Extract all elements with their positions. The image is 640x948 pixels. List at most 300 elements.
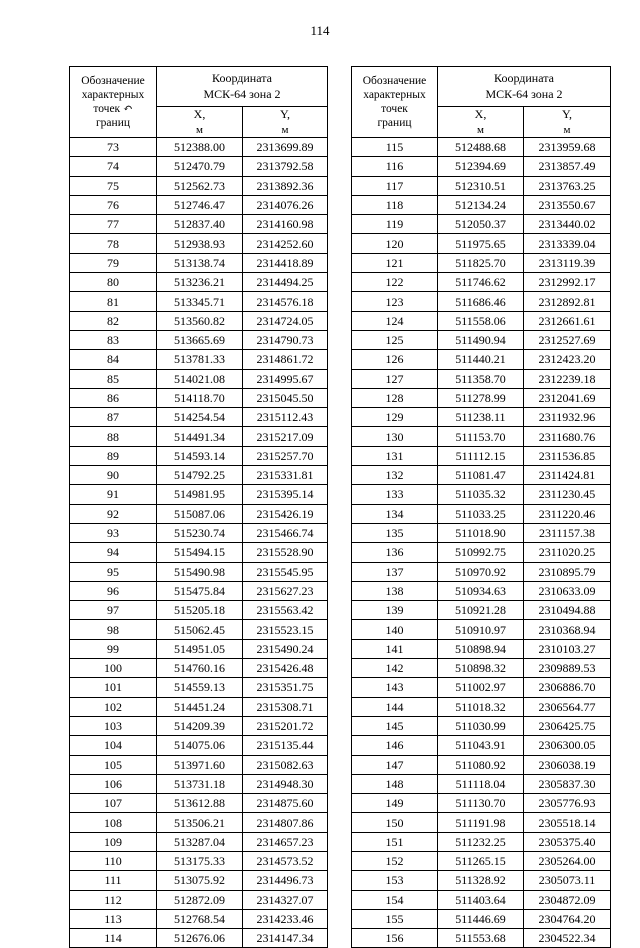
x-coordinate-cell: 514981.95 [157,485,243,504]
y-coordinate-cell: 2313763.25 [524,176,611,195]
point-number-cell: 95 [70,562,157,581]
table-row [352,330,611,349]
table-row [70,311,328,330]
point-number-cell: 105 [70,755,157,774]
point-number-cell: 82 [70,311,157,330]
y-coordinate-cell: 2312661.61 [524,311,611,330]
point-number-cell: 140 [352,620,438,639]
point-number-cell: 133 [352,485,438,504]
table-row [70,330,328,349]
x-coordinate-cell: 510898.32 [438,659,524,678]
y-coordinate-cell: 2311157.38 [524,523,611,542]
header-y-label: Y, [561,107,573,122]
point-number-cell: 135 [352,523,438,542]
x-coordinate-cell: 513345.71 [157,292,243,311]
header-coordinate-line: МСК-64 зона 2 [485,86,563,101]
table-row [352,639,611,658]
point-number-cell: 81 [70,292,157,311]
point-number-cell: 110 [70,851,157,870]
x-coordinate-cell: 511265.15 [438,851,524,870]
table-row [70,774,328,793]
header-designation-line: границ [95,117,131,130]
y-coordinate-cell: 2313699.89 [243,138,328,157]
point-number-cell: 132 [352,466,438,485]
table-row [352,388,611,407]
point-number-cell: 141 [352,639,438,658]
table-row [70,736,328,755]
y-coordinate-cell: 2314233.46 [243,909,328,928]
header-coordinate [157,67,328,107]
x-coordinate-cell: 511043.91 [438,736,524,755]
y-coordinate-cell: 2314252.60 [243,234,328,253]
y-coordinate-cell: 2305264.00 [524,851,611,870]
header-coordinate-line: МСК-64 зона 2 [203,86,281,101]
y-coordinate-cell: 2312992.17 [524,273,611,292]
y-coordinate-cell: 2315217.09 [243,427,328,446]
table-row [352,350,611,369]
table-row [70,485,328,504]
y-coordinate-cell: 2314147.34 [243,929,328,948]
x-coordinate-cell: 514451.24 [157,697,243,716]
table-row [70,408,328,427]
x-coordinate-cell: 515062.45 [157,620,243,639]
point-number-cell: 119 [352,215,438,234]
y-coordinate-cell: 2311536.85 [524,446,611,465]
header-y [243,107,328,138]
y-coordinate-cell: 2315395.14 [243,485,328,504]
header-coordinate-line: Координата [212,70,272,85]
table-row [352,832,611,851]
x-coordinate-cell: 511278.99 [438,388,524,407]
header-coordinate-line: Координата [494,70,554,85]
x-coordinate-cell: 514491.34 [157,427,243,446]
point-number-cell: 73 [70,138,157,157]
table-row [352,678,611,697]
table-row [352,813,611,832]
point-number-cell: 79 [70,253,157,272]
y-coordinate-cell: 2313892.36 [243,176,328,195]
point-number-cell: 88 [70,427,157,446]
x-coordinate-cell: 514254.54 [157,408,243,427]
header-designation-line: характерных [81,88,145,101]
y-coordinate-cell: 2306886.70 [524,678,611,697]
point-number-cell: 114 [70,929,157,948]
y-coordinate-cell: 2315545.95 [243,562,328,581]
header-x [157,107,243,138]
point-number-cell: 128 [352,388,438,407]
x-coordinate-cell: 511002.97 [438,678,524,697]
table-row [352,620,611,639]
point-number-cell: 77 [70,215,157,234]
x-coordinate-cell: 511191.98 [438,813,524,832]
table-row [70,157,328,176]
y-coordinate-cell: 2314418.89 [243,253,328,272]
table-row [352,408,611,427]
point-number-cell: 112 [70,890,157,909]
y-coordinate-cell: 2314076.26 [243,195,328,214]
table-row [70,794,328,813]
x-coordinate-cell: 513287.04 [157,832,243,851]
point-number-cell: 89 [70,446,157,465]
y-coordinate-cell: 2306038.19 [524,755,611,774]
point-number-cell: 151 [352,832,438,851]
x-coordinate-cell: 514792.25 [157,466,243,485]
table-row [70,909,328,928]
x-coordinate-cell: 514075.06 [157,736,243,755]
point-number-cell: 92 [70,504,157,523]
y-coordinate-cell: 2309889.53 [524,659,611,678]
point-number-cell: 83 [70,330,157,349]
x-coordinate-cell: 513075.92 [157,871,243,890]
x-coordinate-cell: 513971.60 [157,755,243,774]
point-number-cell: 144 [352,697,438,716]
x-coordinate-cell: 513612.88 [157,794,243,813]
point-number-cell: 125 [352,330,438,349]
x-coordinate-cell: 510992.75 [438,543,524,562]
y-coordinate-cell: 2304764.20 [524,909,611,928]
table-row [70,581,328,600]
x-coordinate-cell: 512470.79 [157,157,243,176]
x-coordinate-cell: 512394.69 [438,157,524,176]
point-number-cell: 118 [352,195,438,214]
x-coordinate-cell: 512310.51 [438,176,524,195]
table-row [352,794,611,813]
coordinates-table-right [351,66,611,948]
y-coordinate-cell: 2313119.39 [524,253,611,272]
point-number-cell: 75 [70,176,157,195]
x-coordinate-cell: 511358.70 [438,369,524,388]
x-coordinate-cell: 512746.47 [157,195,243,214]
x-coordinate-cell: 515494.15 [157,543,243,562]
x-coordinate-cell: 510970.92 [438,562,524,581]
x-coordinate-cell: 514951.05 [157,639,243,658]
header-designation-line: характерных [363,88,426,101]
header-designation-line: Обозначение [362,74,427,87]
x-coordinate-cell: 513560.82 [157,311,243,330]
table-row [70,292,328,311]
y-coordinate-cell: 2313550.67 [524,195,611,214]
table-row [70,504,328,523]
y-coordinate-cell: 2314724.05 [243,311,328,330]
y-coordinate-cell: 2315528.90 [243,543,328,562]
y-coordinate-cell: 2314790.73 [243,330,328,349]
point-number-cell: 103 [70,716,157,735]
point-number-cell: 104 [70,736,157,755]
y-coordinate-cell: 2310103.27 [524,639,611,658]
x-coordinate-cell: 512872.09 [157,890,243,909]
header-y-unit: м [563,123,571,136]
header-designation [352,67,438,138]
point-number-cell: 116 [352,157,438,176]
y-coordinate-cell: 2312041.69 [524,388,611,407]
point-number-cell: 130 [352,427,438,446]
point-number-cell: 120 [352,234,438,253]
y-coordinate-cell: 2313440.02 [524,215,611,234]
x-coordinate-cell: 510934.63 [438,581,524,600]
point-number-cell: 155 [352,909,438,928]
y-coordinate-cell: 2314807.86 [243,813,328,832]
point-number-cell: 152 [352,851,438,870]
y-coordinate-cell: 2315135.44 [243,736,328,755]
table-row [70,813,328,832]
table-body-right [352,138,611,948]
point-number-cell: 117 [352,176,438,195]
table-row [352,755,611,774]
table-row [70,755,328,774]
table-row [352,446,611,465]
y-coordinate-cell: 2306300.05 [524,736,611,755]
x-coordinate-cell: 513781.33 [157,350,243,369]
x-coordinate-cell: 511825.70 [438,253,524,272]
x-coordinate-cell: 512134.24 [438,195,524,214]
y-coordinate-cell: 2311680.76 [524,427,611,446]
table-row [352,774,611,793]
x-coordinate-cell: 512938.93 [157,234,243,253]
table-row [352,851,611,870]
y-coordinate-cell: 2315466.74 [243,523,328,542]
table-row [70,215,328,234]
table-row [352,543,611,562]
y-coordinate-cell: 2311020.25 [524,543,611,562]
x-coordinate-cell: 514118.70 [157,388,243,407]
header-designation [70,67,157,138]
table-row [70,832,328,851]
x-coordinate-cell: 515205.18 [157,601,243,620]
x-coordinate-cell: 511440.21 [438,350,524,369]
point-number-cell: 113 [70,909,157,928]
table-row [352,215,611,234]
x-coordinate-cell: 515490.98 [157,562,243,581]
table-row [352,659,611,678]
point-number-cell: 85 [70,369,157,388]
x-coordinate-cell: 513236.21 [157,273,243,292]
x-coordinate-cell: 512488.68 [438,138,524,157]
y-coordinate-cell: 2311230.45 [524,485,611,504]
y-coordinate-cell: 2315426.19 [243,504,328,523]
x-coordinate-cell: 511081.47 [438,466,524,485]
header-y-label: Y, [279,107,291,122]
y-coordinate-cell: 2315627.23 [243,581,328,600]
table-row [352,523,611,542]
point-number-cell: 139 [352,601,438,620]
y-coordinate-cell: 2313857.49 [524,157,611,176]
x-coordinate-cell: 510921.28 [438,601,524,620]
y-coordinate-cell: 2314948.30 [243,774,328,793]
x-coordinate-cell: 510910.97 [438,620,524,639]
header-coordinate [438,67,611,107]
y-coordinate-cell: 2311932.96 [524,408,611,427]
y-coordinate-cell: 2315331.81 [243,466,328,485]
point-number-cell: 93 [70,523,157,542]
point-number-cell: 148 [352,774,438,793]
point-number-cell: 107 [70,794,157,813]
point-number-cell: 131 [352,446,438,465]
point-number-cell: 87 [70,408,157,427]
table-row [70,369,328,388]
point-number-cell: 115 [352,138,438,157]
table-row [352,504,611,523]
x-coordinate-cell: 511112.15 [438,446,524,465]
point-number-cell: 80 [70,273,157,292]
y-coordinate-cell: 2310895.79 [524,562,611,581]
header-designation-line: Обозначение [81,74,145,87]
table-row [352,697,611,716]
point-number-cell: 78 [70,234,157,253]
header-designation-line: точек [381,103,408,115]
x-coordinate-cell: 514760.16 [157,659,243,678]
point-number-cell: 108 [70,813,157,832]
x-coordinate-cell: 511446.69 [438,909,524,928]
point-number-cell: 74 [70,157,157,176]
point-number-cell: 91 [70,485,157,504]
point-number-cell: 136 [352,543,438,562]
header-designation-line: точек [93,103,121,115]
header-y [524,107,611,138]
y-coordinate-cell: 2305837.30 [524,774,611,793]
x-coordinate-cell: 511328.92 [438,871,524,890]
table-row [70,273,328,292]
table-row [70,639,328,658]
table-row [70,871,328,890]
y-coordinate-cell: 2313792.58 [243,157,328,176]
table-row [70,466,328,485]
point-number-cell: 154 [352,890,438,909]
y-coordinate-cell: 2304522.34 [524,929,611,948]
y-coordinate-cell: 2310633.09 [524,581,611,600]
x-coordinate-cell: 511018.90 [438,523,524,542]
x-coordinate-cell: 511686.46 [438,292,524,311]
point-number-cell: 100 [70,659,157,678]
x-coordinate-cell: 514209.39 [157,716,243,735]
coordinates-table-left [69,66,328,948]
y-coordinate-cell: 2312239.18 [524,369,611,388]
point-number-cell: 124 [352,311,438,330]
table-row [352,157,611,176]
point-number-cell: 97 [70,601,157,620]
y-coordinate-cell: 2315426.48 [243,659,328,678]
table-row [70,446,328,465]
point-number-cell: 127 [352,369,438,388]
table-row [352,138,611,157]
x-coordinate-cell: 512768.54 [157,909,243,928]
point-number-cell: 142 [352,659,438,678]
table-row [352,176,611,195]
point-number-cell: 86 [70,388,157,407]
table-body-left [70,138,328,948]
point-number-cell: 150 [352,813,438,832]
point-number-cell: 76 [70,195,157,214]
x-coordinate-cell: 515475.84 [157,581,243,600]
table-row [70,678,328,697]
x-coordinate-cell: 511553.68 [438,929,524,948]
table-row [352,736,611,755]
point-number-cell: 143 [352,678,438,697]
x-coordinate-cell: 510898.94 [438,639,524,658]
table-row [70,176,328,195]
y-coordinate-cell: 2314875.60 [243,794,328,813]
table-row [352,466,611,485]
x-coordinate-cell: 512837.40 [157,215,243,234]
table-row [70,427,328,446]
table-row [352,871,611,890]
x-coordinate-cell: 512050.37 [438,215,524,234]
point-number-cell: 129 [352,408,438,427]
table-row [352,195,611,214]
x-coordinate-cell: 511403.64 [438,890,524,909]
y-coordinate-cell: 2313959.68 [524,138,611,157]
point-number-cell: 149 [352,794,438,813]
x-coordinate-cell: 514021.08 [157,369,243,388]
point-number-cell: 111 [70,871,157,890]
x-coordinate-cell: 511238.11 [438,408,524,427]
x-coordinate-cell: 511018.32 [438,697,524,716]
point-number-cell: 121 [352,253,438,272]
table-row [70,929,328,948]
point-number-cell: 101 [70,678,157,697]
y-coordinate-cell: 2306425.75 [524,716,611,735]
y-coordinate-cell: 2315082.63 [243,755,328,774]
y-coordinate-cell: 2312527.69 [524,330,611,349]
y-coordinate-cell: 2313339.04 [524,234,611,253]
x-coordinate-cell: 511746.62 [438,273,524,292]
table-row [70,697,328,716]
x-coordinate-cell: 513175.33 [157,851,243,870]
table-row [352,562,611,581]
point-number-cell: 122 [352,273,438,292]
point-number-cell: 156 [352,929,438,948]
table-row [70,253,328,272]
point-number-cell: 106 [70,774,157,793]
x-coordinate-cell: 511030.99 [438,716,524,735]
table-row [70,350,328,369]
x-coordinate-cell: 511975.65 [438,234,524,253]
table-row [352,311,611,330]
y-coordinate-cell: 2315201.72 [243,716,328,735]
point-number-cell: 126 [352,350,438,369]
y-coordinate-cell: 2305073.11 [524,871,611,890]
point-number-cell: 123 [352,292,438,311]
x-coordinate-cell: 512562.73 [157,176,243,195]
point-number-cell: 146 [352,736,438,755]
x-coordinate-cell: 515087.06 [157,504,243,523]
x-coordinate-cell: 513506.21 [157,813,243,832]
y-coordinate-cell: 2315308.71 [243,697,328,716]
point-number-cell: 102 [70,697,157,716]
point-number-cell: 99 [70,639,157,658]
point-number-cell: 84 [70,350,157,369]
header-mark: ↶ [123,103,133,115]
y-coordinate-cell: 2312892.81 [524,292,611,311]
table-row [70,195,328,214]
header-x [438,107,524,138]
table-row [70,234,328,253]
table-row [70,716,328,735]
x-coordinate-cell: 514559.13 [157,678,243,697]
point-number-cell: 134 [352,504,438,523]
table-row [352,601,611,620]
y-coordinate-cell: 2315563.42 [243,601,328,620]
y-coordinate-cell: 2314494.25 [243,273,328,292]
y-coordinate-cell: 2306564.77 [524,697,611,716]
table-row [352,273,611,292]
y-coordinate-cell: 2311424.81 [524,466,611,485]
table-row [352,234,611,253]
table-row [352,716,611,735]
table-row [70,543,328,562]
y-coordinate-cell: 2312423.20 [524,350,611,369]
table-row [352,292,611,311]
y-coordinate-cell: 2314496.73 [243,871,328,890]
